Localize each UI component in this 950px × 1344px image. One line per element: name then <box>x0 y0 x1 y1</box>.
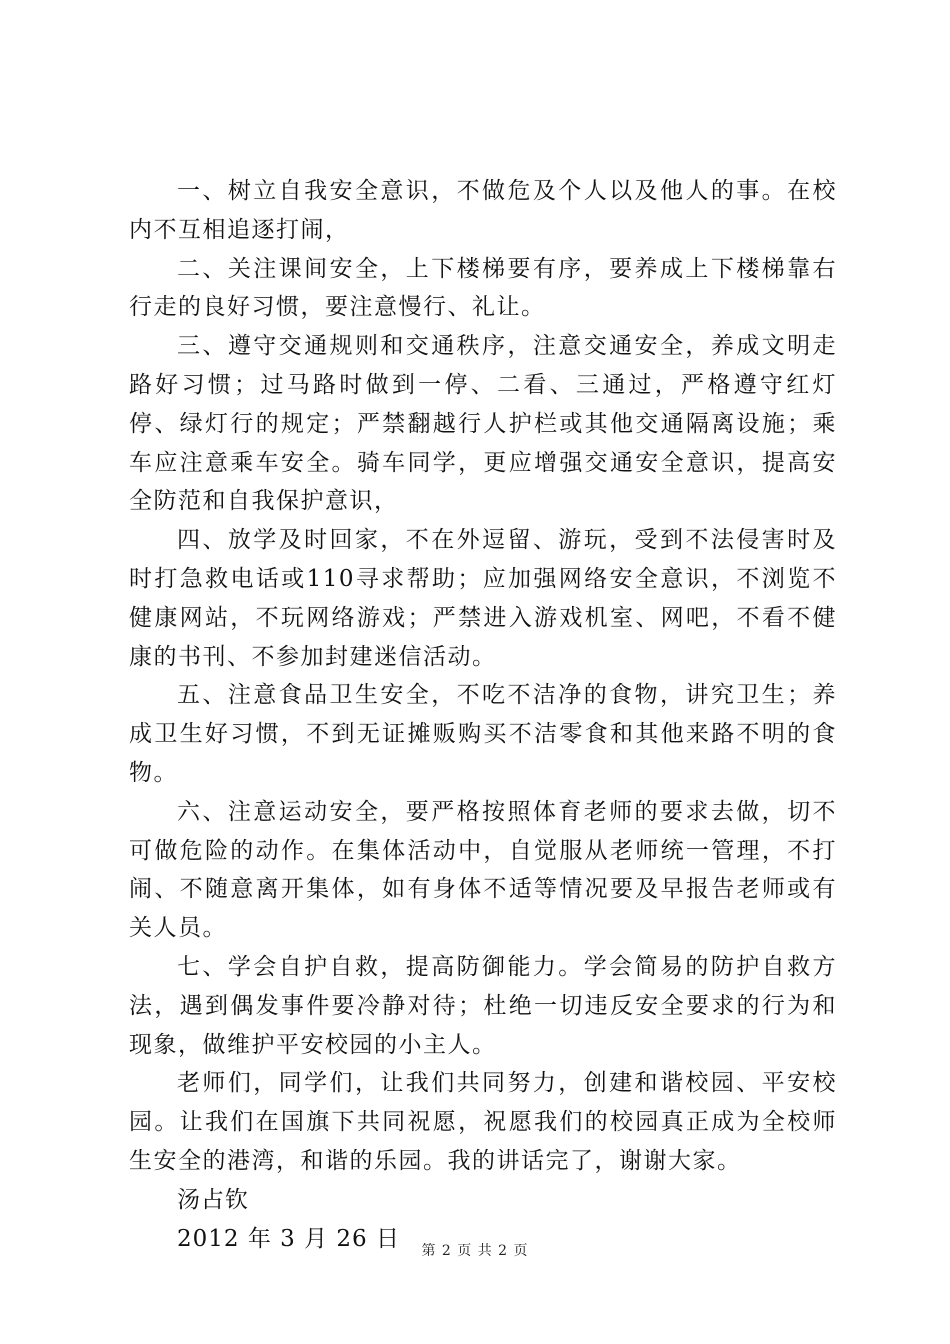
paragraph-self-protection: 七、学会自护自救，提高防御能力。学会简易的防护自救方法，遇到偶发事件要冷静对待；杜绝一切违反安全要求的行为和现象，做维护平安校园的小主人。 <box>129 953 837 1058</box>
paragraph-break-safety: 二、关注课间安全，上下楼梯要有序，要养成上下楼梯靠右行走的良好习惯，要注意慢行、礼让。 <box>129 255 837 321</box>
document-date: 2012 年 3 月 26 日 <box>177 1225 400 1252</box>
paragraph-after-school: 四、放学及时回家，不在外逗留、游玩，受到不法侵害时及时打急救电话或110寻求帮助；应加强网络安全意识，不浏览不健康网站，不玩网络游戏；严禁进入游戏机室、网吧，不看不健康的书刊、不参加封建迷信活动。 <box>129 527 837 670</box>
paragraph-food-safety: 五、注意食品卫生安全，不吃不洁净的食物，讲究卫生；养成卫生好习惯，不到无证摊贩购买不洁零食和其他来路不明的食物。 <box>129 682 837 786</box>
document-body <box>129 172 837 1258</box>
page-number-footer: 第 2 页 共 2 页 <box>421 1243 529 1259</box>
paragraph-traffic-safety: 三、遵守交通规则和交通秩序，注意交通安全，养成文明走路好习惯；过马路时做到一停、二看、三通过，严格遵守红灯停、绿灯行的规定；严禁翻越行人护栏或其他交通隔离设施；乘车应注意乘车安全。骑车同学，更应增强交通安全意识，提高安全防范和自我保护意识， <box>129 333 837 515</box>
author-signature: 汤占钦 <box>177 1186 249 1213</box>
paragraph-closing: 老师们，同学们，让我们共同努力，创建和谐校园、平安校园。让我们在国旗下共同祝愿，祝愿我们的校园真正成为全校师生安全的港湾，和谐的乐园。我的讲话完了，谢谢大家。 <box>129 1070 837 1174</box>
paragraph-sports-safety: 六、注意运动安全，要严格按照体育老师的要求去做，切不可做危险的动作。在集体活动中，自觉服从老师统一管理，不打闹、不随意离开集体，如有身体不适等情况要及早报告老师或有关人员。 <box>129 798 837 942</box>
paragraph-safety-awareness: 一、树立自我安全意识，不做危及个人以及他人的事。在校内不互相追逐打闹， <box>129 178 837 243</box>
